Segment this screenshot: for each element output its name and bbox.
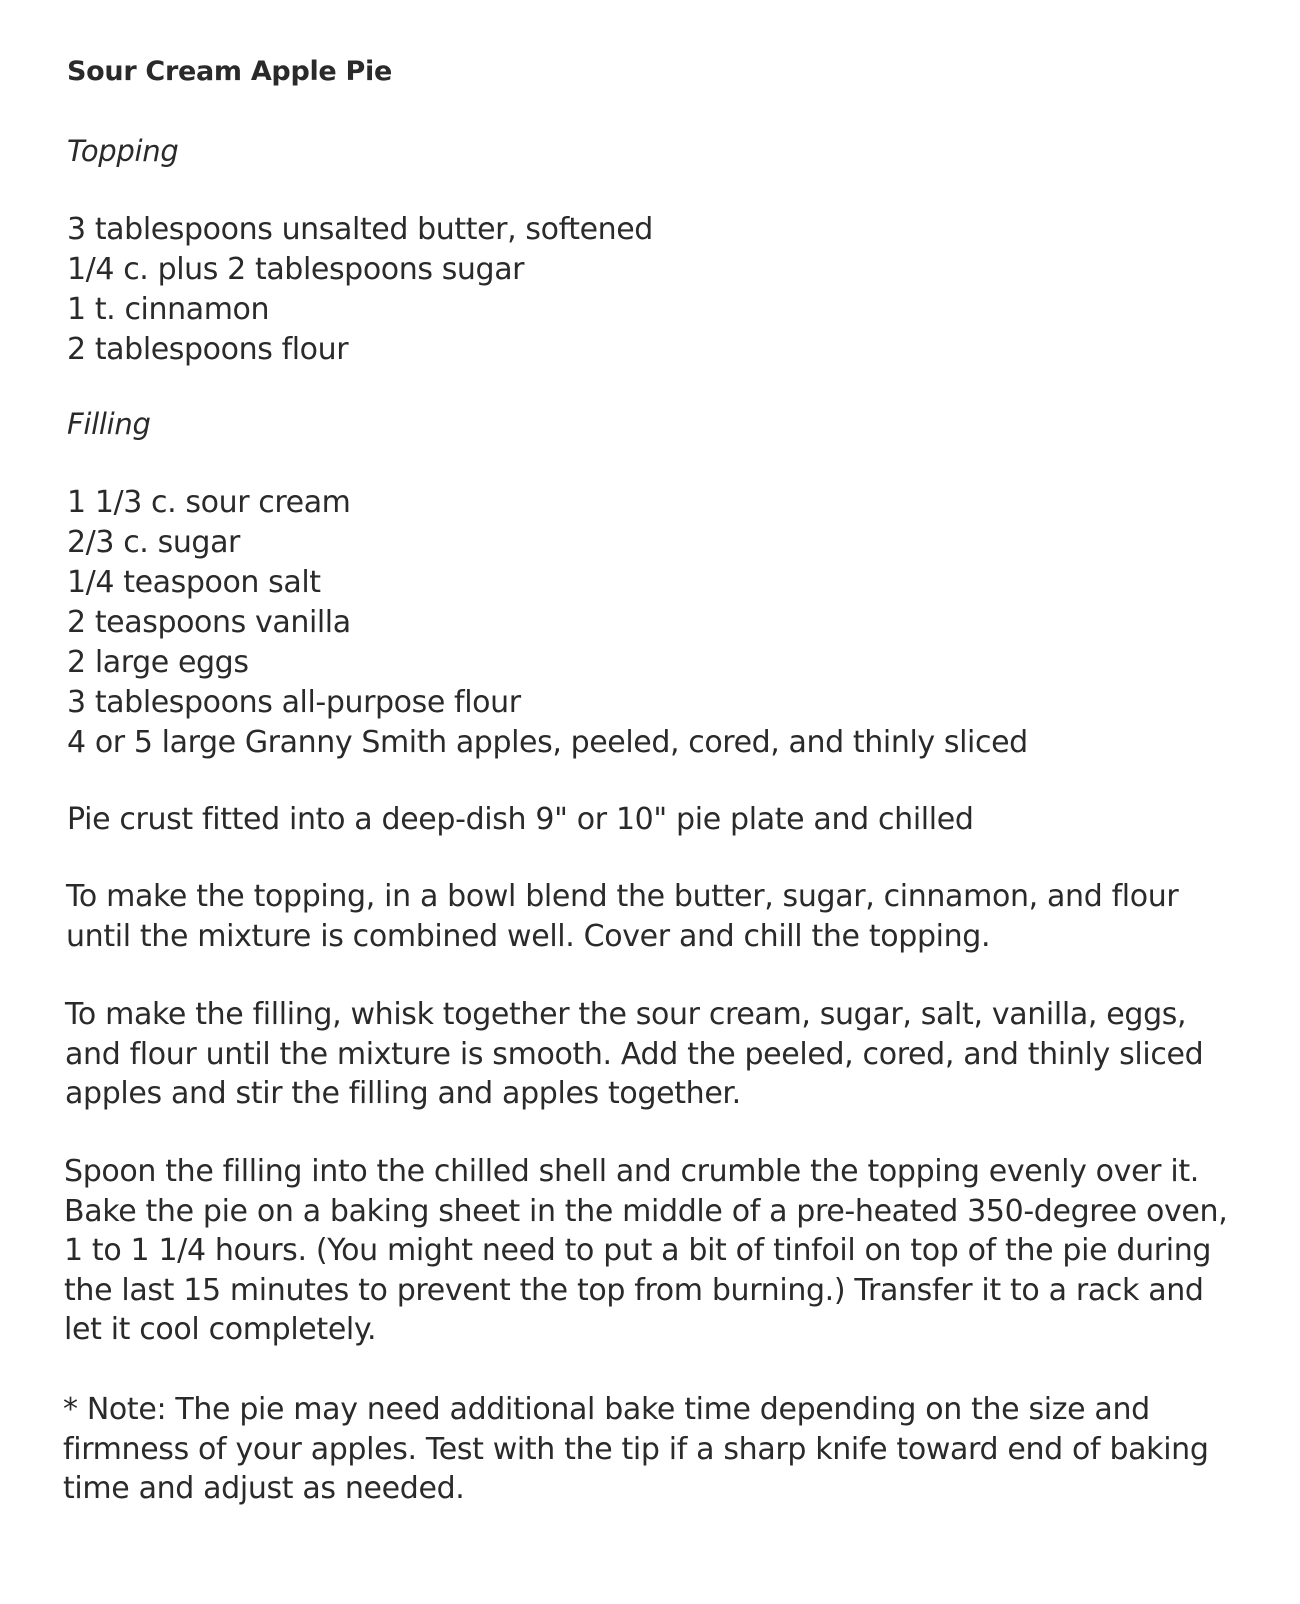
topping-instructions: To make the topping, in a bowl blend the butter, sugar, cinnamon, and flour until the mixture is combined well. Cover and chill the topping. — [66, 879, 1179, 954]
filling-ingredient: 2 large eggs — [67, 645, 249, 680]
filling-ingredient: 2 teaspoons vanilla — [67, 605, 351, 640]
filling-ingredient: 1 1/3 c. sour cream — [67, 485, 351, 520]
filling-ingredient: 4 or 5 large Granny Smith apples, peeled, cored, and thinly sliced — [67, 725, 1028, 760]
filling-ingredient-list — [67, 483, 1028, 763]
baking-instructions: Spoon the filling into the chilled shell and crumble the topping evenly over it. Bake the pie on a baking sheet in the middle of a pre-heated 350-degree oven, 1 to 1 1/4 hours. (You might need to put a bit of tinfoil on top of the pie during the last 15 minutes to prevent the top from burning.) Transfer it to a rack and let it cool completely. — [64, 1154, 1228, 1347]
topping-ingredient-list — [67, 210, 653, 370]
topping-ingredient: 1 t. cinnamon — [67, 292, 270, 327]
filling-ingredient: 3 tablespoons all-purpose flour — [67, 685, 521, 720]
topping-heading: Topping — [67, 134, 179, 168]
filling-instructions: To make the filling, whisk together the sour cream, sugar, salt, vanilla, eggs, and flour until the mixture is smooth. Add the peeled, cored, and thinly sliced apples and stir the filling and apples together. — [65, 997, 1204, 1111]
crust-note: Pie crust fitted into a deep-dish 9" or 10" pie plate and chilled — [67, 802, 974, 837]
topping-ingredient: 2 tablespoons flour — [67, 332, 349, 367]
bake-time-note: * Note: The pie may need additional bake time depending on the size and firmness of your apples. Test with the tip if a sharp knife toward end of baking time and adjust as needed. — [63, 1392, 1209, 1506]
filling-ingredient: 1/4 teaspoon salt — [67, 565, 321, 600]
filling-heading: Filling — [67, 407, 151, 441]
topping-ingredient: 3 tablespoons unsalted butter, softened — [67, 212, 653, 247]
filling-ingredient: 2/3 c. sugar — [67, 525, 240, 560]
recipe-title: Sour Cream Apple Pie — [67, 56, 393, 87]
topping-ingredient: 1/4 c. plus 2 tablespoons sugar — [67, 252, 525, 287]
